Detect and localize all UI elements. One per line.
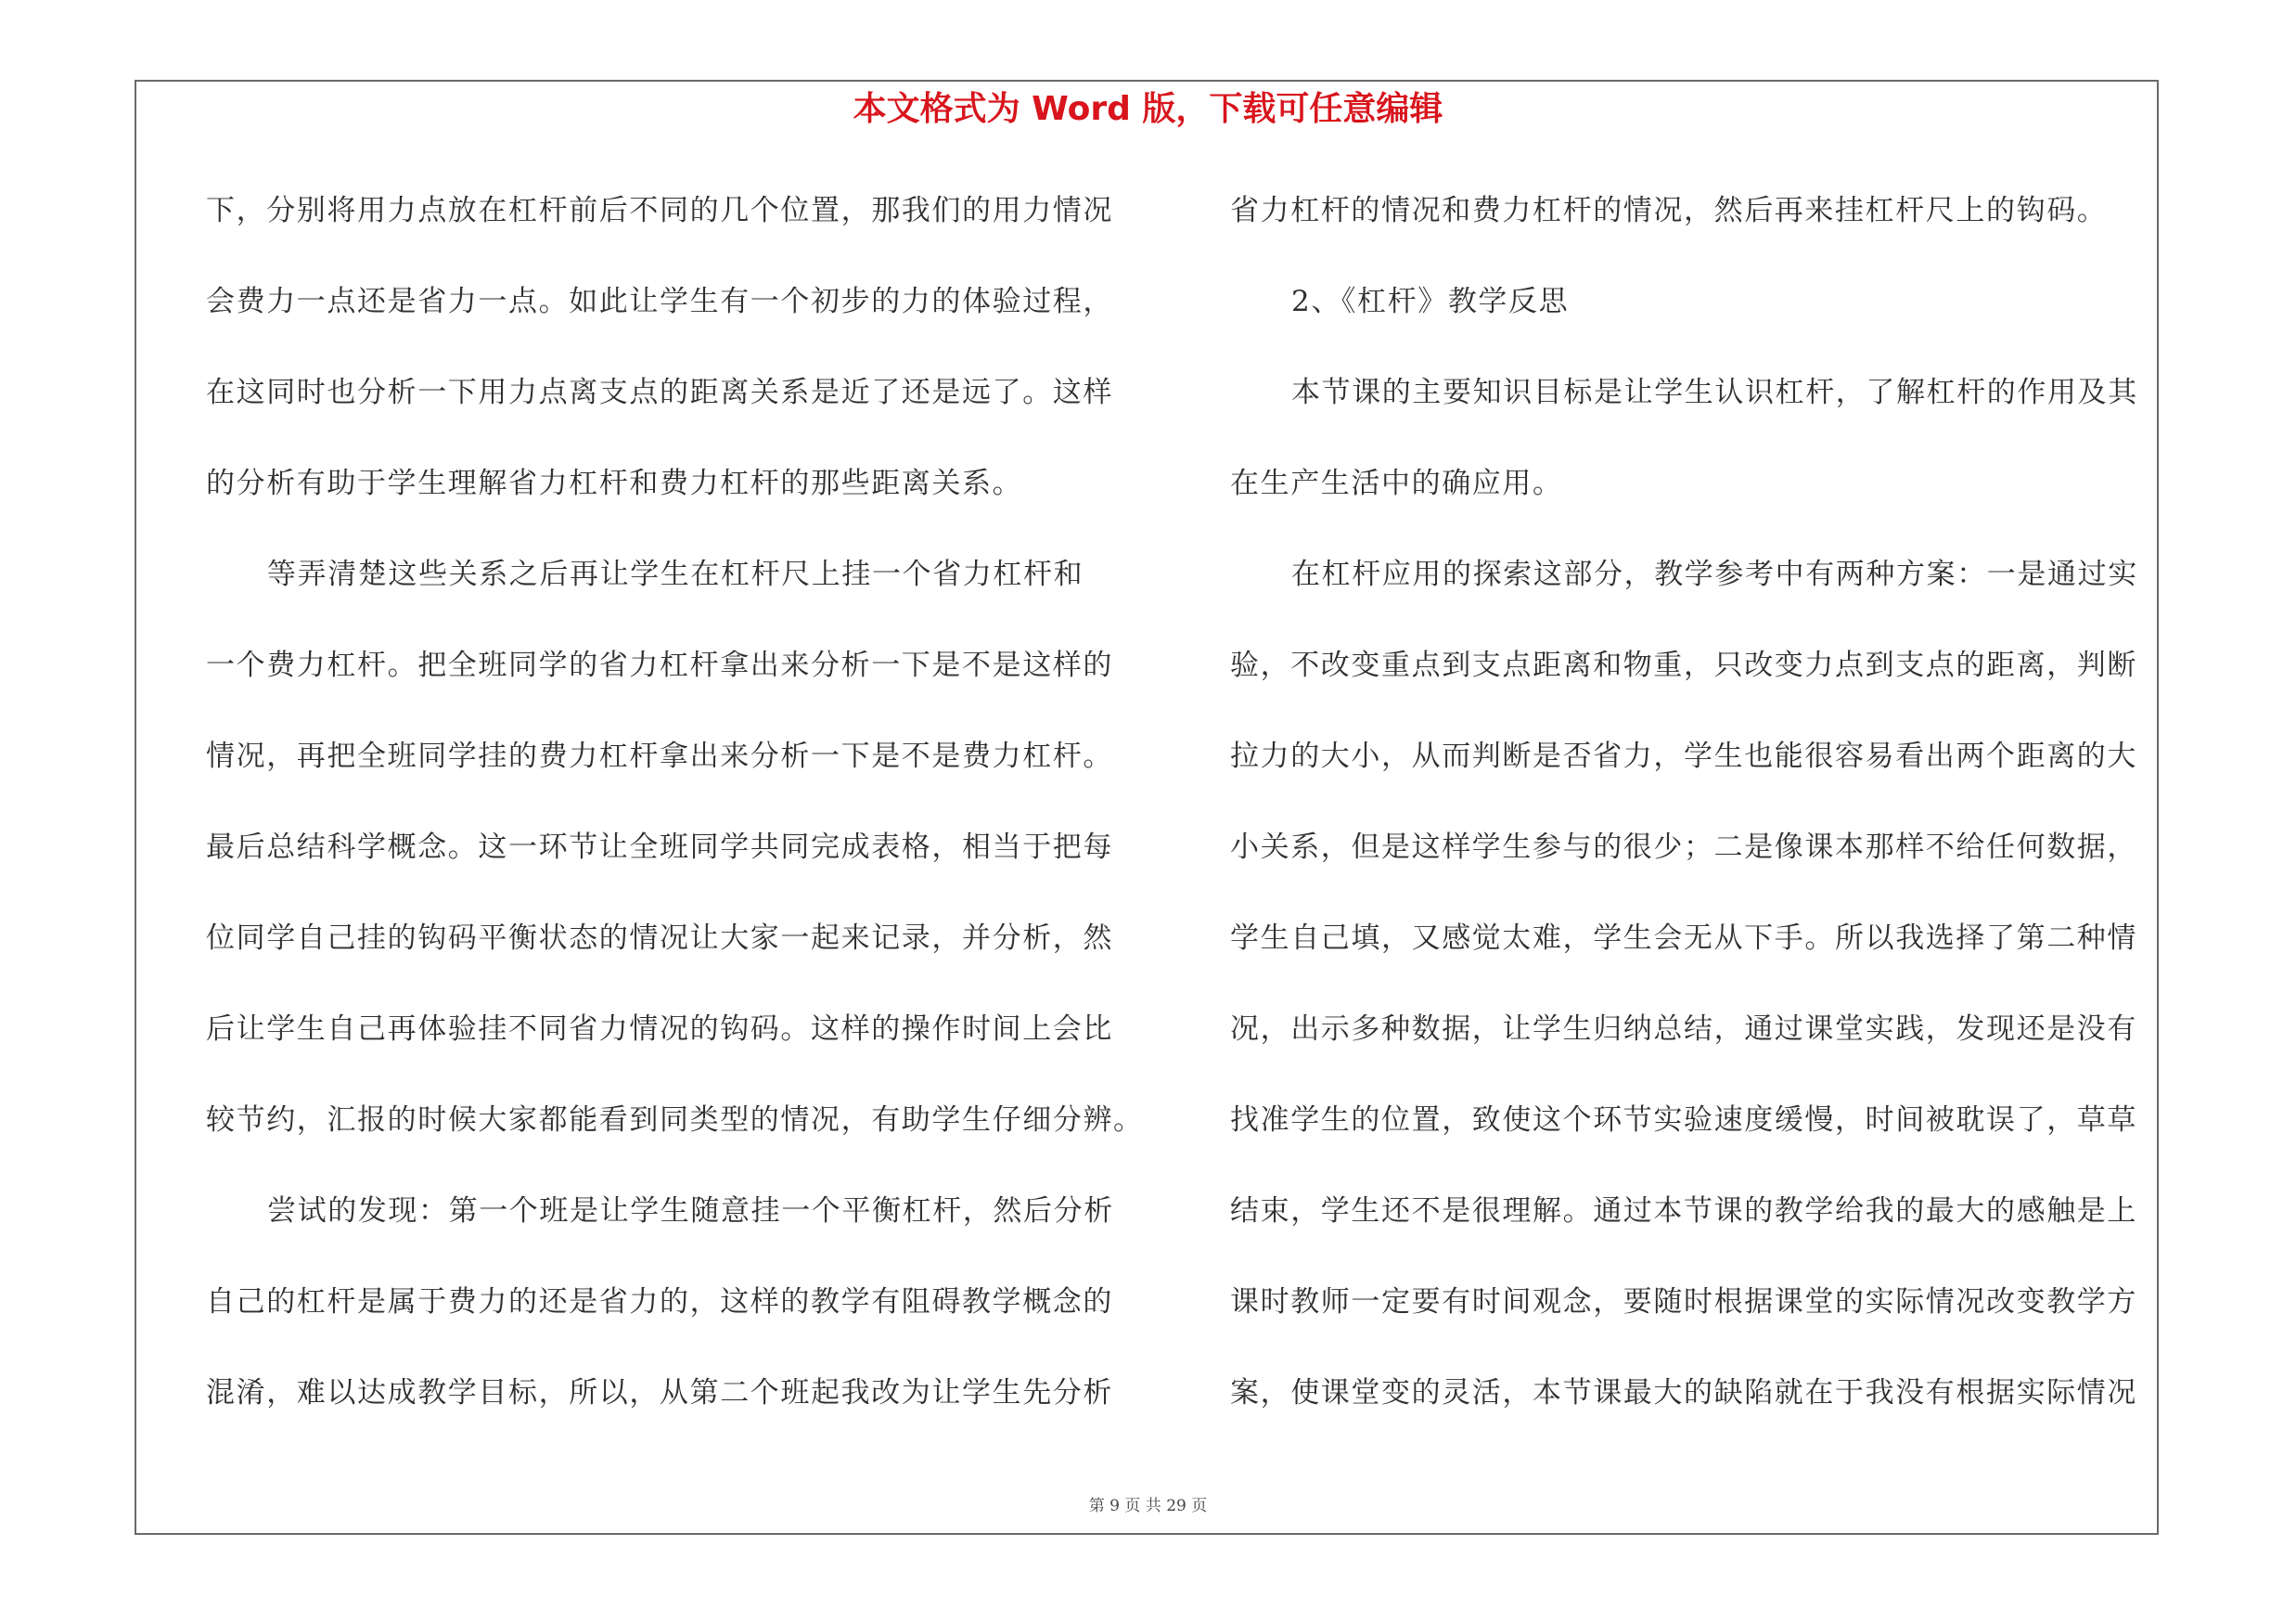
text-line: 最后总结科学概念。这一环节让全班同学共同完成表格，相当于把每: [206, 831, 1113, 864]
text-line: 课时教师一定要有时间观念，要随时根据课堂的实际情况改变教学方: [1230, 1285, 2137, 1319]
text-line: 后让学生自己再体验挂不同省力情况的钩码。这样的操作时间上会比: [206, 1012, 1113, 1046]
text-line: 找准学生的位置，致使这个环节实验速度缓慢，时间被耽误了，草草: [1230, 1103, 2137, 1137]
text-line: 在这同时也分析一下用力点离支点的距离关系是近了还是远了。这样: [206, 376, 1113, 409]
text-line: 学生自己填，又感觉太难，学生会无从下手。所以我选择了第二种情: [1230, 921, 2137, 955]
text-line: 情况，再把全班同学挂的费力杠杆拿出来分析一下是不是费力杠杆。: [206, 740, 1113, 773]
right-text-column: [1230, 184, 2176, 1457]
text-line: 本节课的主要知识目标是让学生认识杠杆，了解杠杆的作用及其: [1291, 376, 2138, 409]
text-line: 尝试的发现：第一个班是让学生随意挂一个平衡杠杆，然后分析: [267, 1194, 1114, 1228]
text-line: 会费力一点还是省力一点。如此让学生有一个初步的力的体验过程，: [206, 285, 1113, 318]
text-line: 一个费力杠杆。把全班同学的省力杠杆拿出来分析一下是不是这样的: [206, 649, 1113, 682]
text-line: 位同学自己挂的钩码平衡状态的情况让大家一起来记录，并分析，然: [206, 921, 1113, 955]
page-number-footer: 第 9 页 共 29 页: [1088, 1497, 1208, 1515]
text-line: 小关系，但是这样学生参与的很少；二是像课本那样不给任何数据，: [1230, 831, 2137, 864]
text-line: 的分析有助于学生理解省力杠杆和费力杠杆的那些距离关系。: [206, 467, 1023, 500]
text-line: 较节约，汇报的时候大家都能看到同类型的情况，有助学生仔细分辨。: [206, 1103, 1144, 1137]
text-line: 2、《杠杆》教学反思: [1291, 285, 1570, 318]
text-line: 下，分别将用力点放在杠杆前后不同的几个位置，那我们的用力情况: [206, 194, 1113, 227]
text-line: 结束，学生还不是很理解。通过本节课的教学给我的最大的感触是上: [1230, 1194, 2137, 1228]
text-line: 省力杠杆的情况和费力杠杆的情况，然后再来挂杠杆尺上的钩码。: [1230, 194, 2108, 227]
text-line: 在生产生活中的确应用。: [1230, 467, 1563, 500]
text-line: 混淆，难以达成教学目标，所以，从第二个班起我改为让学生先分析: [206, 1376, 1113, 1410]
text-line: 拉力的大小，从而判断是否省力，学生也能很容易看出两个距离的大: [1230, 740, 2137, 773]
format-banner: 本文格式为 Word 版，下载可任意编辑: [853, 90, 1443, 128]
text-line: 自己的杠杆是属于费力的还是省力的，这样的教学有阻碍教学概念的: [206, 1285, 1113, 1319]
left-text-column: [206, 184, 1144, 1457]
text-line: 在杠杆应用的探索这部分，教学参考中有两种方案：一是通过实: [1291, 558, 2138, 591]
text-line: 况，出示多种数据，让学生归纳总结，通过课堂实践，发现还是没有: [1230, 1012, 2137, 1046]
text-line: 等弄清楚这些关系之后再让学生在杠杆尺上挂一个省力杠杆和: [267, 558, 1084, 591]
text-line: 验，不改变重点到支点距离和物重，只改变力点到支点的距离，判断: [1230, 649, 2137, 682]
text-line: 案，使课堂变的灵活，本节课最大的缺陷就在于我没有根据实际情况: [1230, 1376, 2137, 1410]
